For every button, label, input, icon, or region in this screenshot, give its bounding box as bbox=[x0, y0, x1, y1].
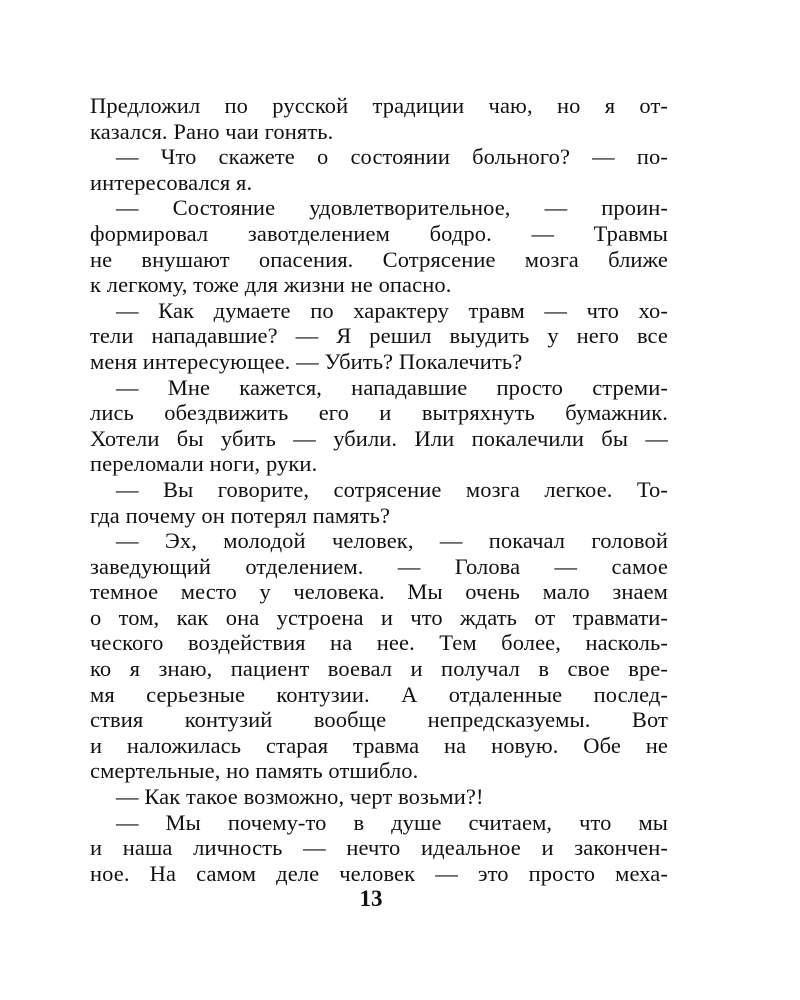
text-line: Предложил по русской традиции чаю, но я от- bbox=[90, 93, 668, 118]
text-line: — Мы почему-то в душе считаем, что мы bbox=[116, 809, 668, 835]
text-line: и наша личность — нечто идеальное и закончен- bbox=[90, 835, 668, 861]
text-line: гда почему он потерял память? bbox=[90, 502, 391, 528]
text-line: — Как такое возможно, черт возьми?! bbox=[116, 784, 484, 810]
text-line: — Состояние удовлетворительное, — проин- bbox=[116, 195, 668, 221]
text-line: не внушают опасения. Сотрясение мозга ближе bbox=[90, 246, 668, 272]
text-line: тели нападавшие? — Я решил выудить у него все bbox=[90, 323, 668, 349]
text-line: заведующий отделением. — Голова — самое bbox=[90, 553, 668, 579]
text-line: — Вы говорите, сотрясение мозга легкое. То- bbox=[116, 476, 668, 502]
text-line: лись обездвижить его и вытряхнуть бумажник. bbox=[90, 400, 668, 426]
text-line: темное место у человека. Мы очень мало знаем bbox=[90, 579, 668, 605]
text-line: к легкому, тоже для жизни не опасно. bbox=[90, 272, 452, 298]
text-line: меня интересующее. — Убить? Покалечить? bbox=[90, 348, 523, 374]
page-number: 13 bbox=[359, 886, 383, 911]
text-line: — Мне кажется, нападавшие просто стреми- bbox=[116, 374, 668, 400]
text-line: Хотели бы убить — убили. Или покалечили бы — bbox=[90, 425, 668, 451]
text-line: смертельные, но память отшибло. bbox=[90, 758, 419, 784]
text-line: формировал завотделением бодро. — Травмы bbox=[90, 220, 668, 246]
text-line: ствия контузий вообще непредсказуемы. Вот bbox=[90, 707, 668, 733]
text-line: казался. Рано чаи гонять. bbox=[90, 118, 334, 144]
text-line: ческого воздействия на нее. Тем более, насколь- bbox=[90, 630, 668, 656]
text-line: переломали ноги, руки. bbox=[90, 451, 318, 477]
text-line: — Что скажете о состоянии больного? — по- bbox=[116, 144, 668, 170]
text-line: ко я знаю, пациент воевал и получал в свое вре- bbox=[90, 656, 668, 682]
text-line: о том, как она устроена и что ждать от травмати- bbox=[90, 604, 668, 630]
body-text bbox=[90, 93, 668, 886]
text-line: — Эх, молодой человек, — покачал головой bbox=[116, 528, 668, 554]
text-line: — Как думаете по характеру травм — что хо- bbox=[116, 297, 668, 323]
text-line: ное. На самом деле человек — это просто меха- bbox=[90, 860, 668, 886]
text-line: и наложилась старая травма на новую. Обе не bbox=[90, 732, 668, 758]
text-line: мя серьезные контузии. А отдаленные послед- bbox=[90, 681, 668, 707]
text-line: интересовался я. bbox=[90, 169, 253, 195]
